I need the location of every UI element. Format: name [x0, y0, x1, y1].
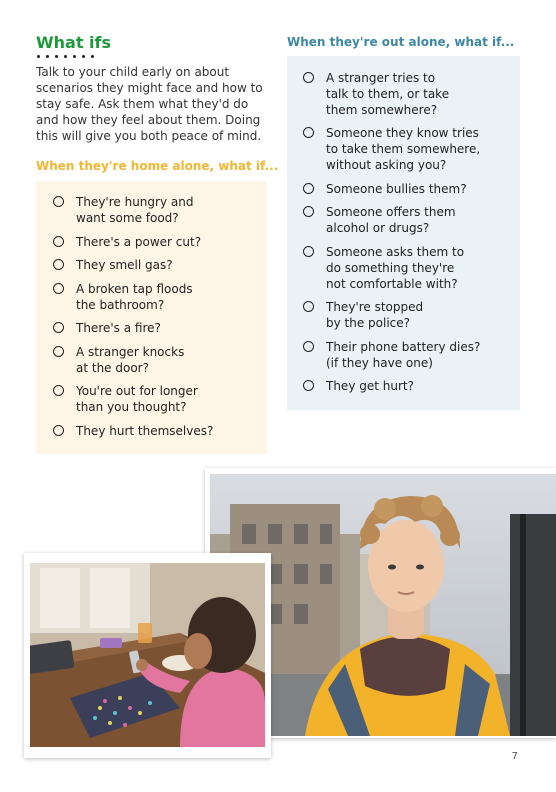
bullet-circle-icon [303, 246, 314, 257]
bullet-circle-icon [53, 385, 64, 396]
bullet-circle-icon [303, 380, 314, 391]
bullet-circle-icon [53, 346, 64, 357]
bullet-circle-icon [53, 322, 64, 333]
bullet-circle-icon [303, 301, 314, 312]
page-number: 7 [511, 751, 518, 762]
out-alone-panel [287, 56, 520, 410]
list-item: Someone asks them to do something they're not comfortable with? [303, 244, 464, 292]
list-item: A stranger knocks at the door? [53, 344, 184, 376]
bullet-circle-icon [53, 259, 64, 270]
list-item: Someone bullies them? [303, 181, 467, 197]
intro-paragraph: Talk to your child early on about scenarios they might face and how to stay safe. Ask them what they'd do and how they feel about them. Doing this will give you both peace of mind. [36, 65, 263, 143]
list-item: A stranger tries to talk to them, or take them somewhere? [303, 70, 449, 118]
list-item: Their phone battery dies? (if they have one) [303, 339, 480, 371]
page-heading: What ifs [36, 33, 112, 52]
bullet-circle-icon [53, 196, 64, 207]
bullet-circle-icon [53, 283, 64, 294]
heading-dots-divider [37, 55, 94, 58]
bullet-circle-icon [53, 236, 64, 247]
bullet-circle-icon [303, 341, 314, 352]
list-item: They get hurt? [303, 378, 414, 394]
list-item: Someone they know tries to take them somewhere, without asking you? [303, 125, 480, 173]
home-alone-panel [36, 181, 267, 454]
list-item: There's a fire? [53, 320, 161, 336]
home-alone-title: When they're home alone, what if... [36, 159, 279, 173]
bullet-circle-icon [303, 72, 314, 83]
list-item: A broken tap floods the bathroom? [53, 281, 193, 313]
bullet-circle-icon [303, 127, 314, 138]
list-item: They hurt themselves? [53, 423, 213, 439]
bullet-circle-icon [303, 206, 314, 217]
bullet-circle-icon [53, 425, 64, 436]
bullet-circle-icon [303, 183, 314, 194]
list-item: Someone offers them alcohol or drugs? [303, 204, 456, 236]
list-item: They're hungry and want some food? [53, 194, 193, 226]
girl-with-phone-photo [24, 553, 271, 758]
list-item: You're out for longer than you thought? [53, 383, 198, 415]
list-item: There's a power cut? [53, 234, 201, 250]
list-item: They're stopped by the police? [303, 299, 423, 331]
list-item: They smell gas? [53, 257, 173, 273]
out-alone-title: When they're out alone, what if... [287, 35, 515, 49]
